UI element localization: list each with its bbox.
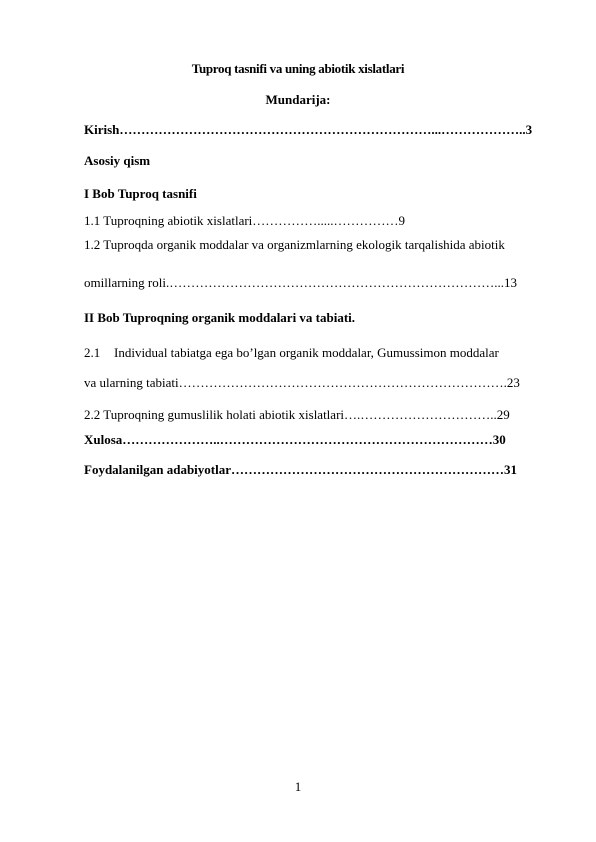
toc-item-2-2: 2.2 Tuproqning gumuslilik holati abiotik xislatlari….…………………………..29 — [84, 407, 510, 422]
toc-item-1-2-line1: 1.2 Tuproqda organik moddalar va organizmlarning ekologik tarqalishida abiotik — [84, 237, 505, 252]
toc-item-2-1-line2: va ularning tabiati………………………………………………………………….23 — [84, 375, 520, 390]
toc-item-1-1: 1.1 Tuproqning abiotik xislatlari…………….....……………9 — [84, 213, 406, 228]
toc-main-part: Asosiy qism — [84, 153, 151, 168]
toc-chapter-1: I Bob Tuproq tasnifi — [84, 186, 197, 201]
toc-item-2-1-number: 2.1 — [84, 345, 101, 360]
document-title: Tuproq tasnifi va uning abiotik xislatlari — [191, 61, 405, 76]
page-number: 1 — [294, 779, 302, 794]
contents-heading: Mundarija: — [265, 92, 331, 107]
toc-item-2-1-text: Individual tabiatga ega bo’lgan organik moddalar, Gumussimon moddalar — [114, 345, 499, 360]
toc-item-1-2-line2: omillarning roli.…………………………………………………………………...13 — [84, 275, 517, 290]
toc-item-2-1-line1 — [84, 345, 556, 361]
toc-chapter-2: II Bob Tuproqning organik moddalari va tabiati. — [84, 310, 356, 325]
toc-conclusion: Xulosa…………………..………………………………………………………30 — [84, 432, 506, 447]
toc-references: Foydalanilgan adabiyotlar………………………………………………………31 — [84, 462, 517, 477]
toc-intro: Kirish………………………………………………………………...………………..3 — [84, 122, 533, 137]
